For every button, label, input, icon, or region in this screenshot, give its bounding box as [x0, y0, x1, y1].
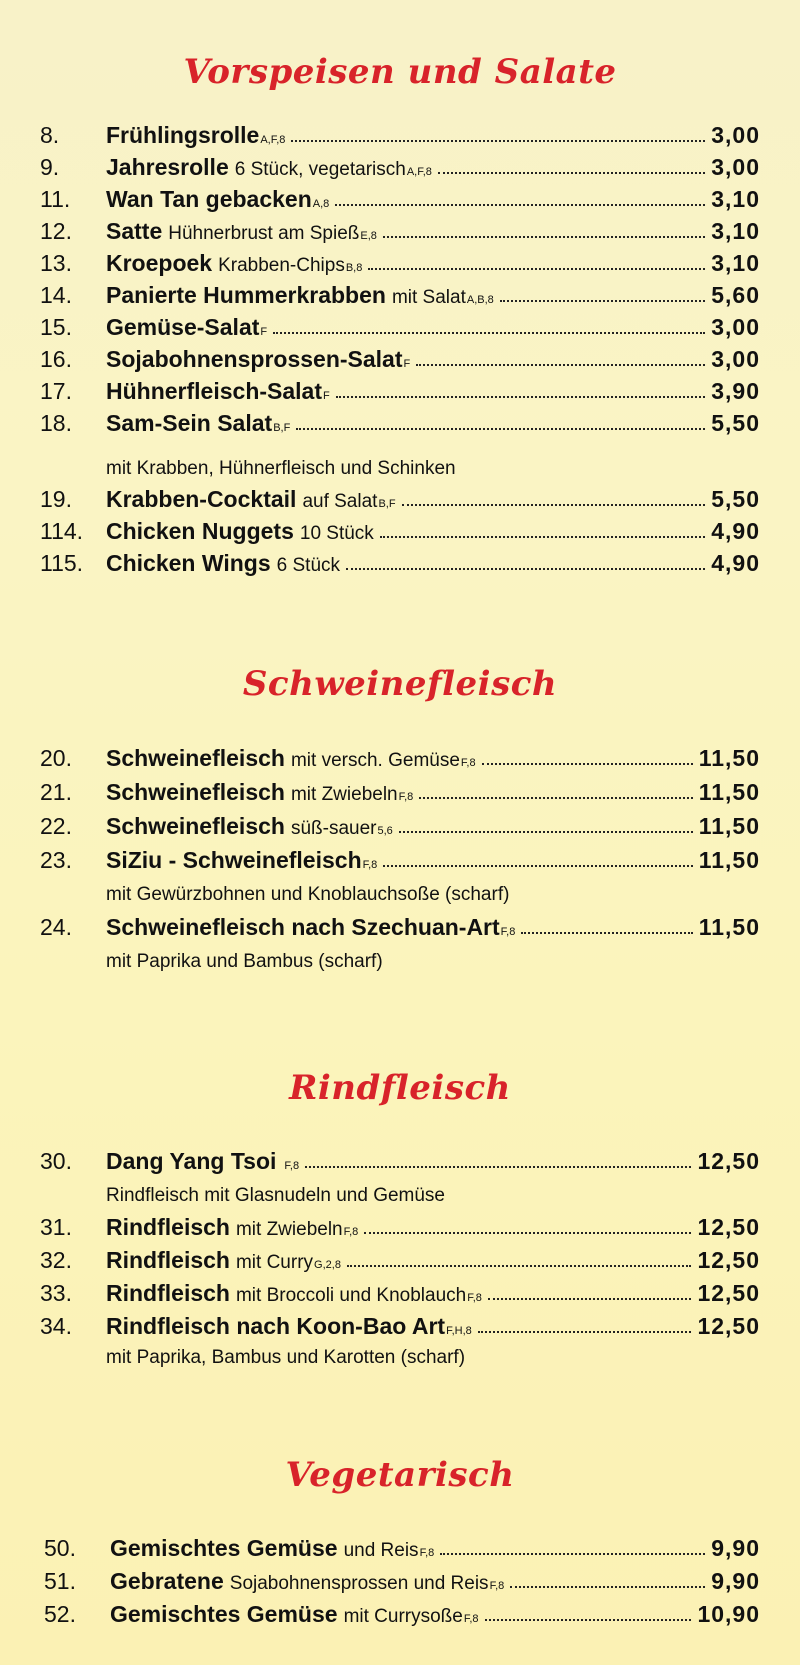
- item-price: 3,00: [711, 154, 760, 180]
- item-name: Gebratene: [110, 1568, 224, 1594]
- item-name: Rindfleisch: [106, 1247, 230, 1273]
- item-number: 15.: [40, 314, 72, 340]
- dot-leader: [380, 536, 705, 538]
- item-subtext: mit Paprika und Bambus (scharf): [106, 951, 383, 972]
- dot-leader: [521, 932, 692, 934]
- item-price: 4,90: [711, 518, 760, 544]
- item-number: 14.: [40, 282, 72, 308]
- item-description: 6 Stück: [276, 555, 341, 576]
- item-subtext: mit Krabben, Hühnerfleisch und Schinken: [106, 458, 456, 479]
- dot-leader: [346, 568, 705, 570]
- item-number: 51.: [44, 1568, 76, 1594]
- item-name: Rindfleisch: [106, 1214, 230, 1240]
- item-number: 12.: [40, 218, 72, 244]
- dot-leader: [305, 1166, 691, 1168]
- menu-item: 34. Rindfleisch nach Koon-Bao Art F,H,8 12,50: [40, 1313, 760, 1339]
- item-price: 5,60: [711, 282, 760, 308]
- menu-item: 33. Rindfleisch mit Broccoli und Knoblauch F,8 12,50: [40, 1280, 760, 1306]
- item-name: Gemischtes Gemüse: [110, 1535, 338, 1561]
- item-number: 52.: [44, 1601, 76, 1627]
- item-description: mit Salat: [391, 287, 466, 308]
- menu-item: 9. Jahresrolle 6 Stück, vegetarisch A,F,8 3,00: [40, 154, 760, 180]
- item-number: 30.: [40, 1148, 72, 1174]
- item-number: 13.: [40, 250, 72, 276]
- menu-item: 20. Schweinefleisch mit versch. Gemüse F,8 11,50: [40, 745, 760, 771]
- menu-item: 32. Rindfleisch mit Curry G,2,8 12,50: [40, 1247, 760, 1273]
- item-price: 5,50: [711, 486, 760, 512]
- item-price: 3,90: [711, 378, 760, 404]
- menu-item: 11. Wan Tan gebacken A,8 3,10: [40, 186, 760, 212]
- item-name: Schweinefleisch: [106, 745, 285, 771]
- item-number: 21.: [40, 779, 72, 805]
- item-price: 11,50: [698, 779, 760, 805]
- dot-leader: [383, 865, 692, 867]
- item-price: 9,90: [711, 1568, 760, 1594]
- item-number: 18.: [40, 410, 72, 436]
- item-number: 8.: [40, 122, 60, 148]
- dot-leader: [482, 763, 693, 765]
- item-name: Schweinefleisch: [106, 813, 285, 839]
- dot-leader: [291, 140, 705, 142]
- section-title-rindfleisch: Rindfleisch: [289, 1068, 511, 1108]
- menu-item: 22. Schweinefleisch süß-sauer 5,6 11,50: [40, 813, 760, 839]
- item-price: 11,50: [698, 813, 760, 839]
- item-number: 22.: [40, 813, 72, 839]
- dot-leader: [419, 797, 692, 799]
- item-description: 6 Stück, vegetarisch: [234, 159, 406, 180]
- dot-leader: [478, 1331, 692, 1333]
- item-number: 31.: [40, 1214, 72, 1240]
- item-price: 12,50: [697, 1247, 760, 1273]
- item-name: Krabben-Cocktail: [106, 486, 297, 512]
- item-name: Gemüse-Salat: [106, 314, 260, 340]
- dot-leader: [402, 504, 706, 506]
- menu-item: 30. Dang Yang Tsoi F,8 12,50: [40, 1148, 760, 1174]
- item-name: Schweinefleisch nach Szechuan-Art: [106, 914, 500, 940]
- menu-item: 21. Schweinefleisch mit Zwiebeln F,8 11,50: [40, 779, 760, 805]
- dot-leader: [273, 332, 705, 334]
- item-number: 33.: [40, 1280, 72, 1306]
- dot-leader: [335, 204, 705, 206]
- item-description: Krabben-Chips: [218, 255, 345, 276]
- dot-leader: [510, 1586, 705, 1588]
- dot-leader: [383, 236, 705, 238]
- item-name: Jahresrolle: [106, 154, 229, 180]
- item-price: 12,50: [697, 1313, 760, 1339]
- item-name: Chicken Nuggets: [106, 518, 294, 544]
- menu-item: [0, 518, 800, 550]
- item-name: Rindfleisch: [106, 1280, 230, 1306]
- item-price: 4,90: [711, 550, 760, 576]
- dot-leader: [440, 1553, 705, 1555]
- item-name: Chicken Wings: [106, 550, 271, 576]
- item-number: 115.: [40, 550, 84, 576]
- dot-leader: [296, 428, 705, 430]
- item-name: Sam-Sein Salat: [106, 410, 273, 436]
- dot-leader: [347, 1265, 692, 1267]
- dot-leader: [336, 396, 706, 398]
- item-name: Schweinefleisch: [106, 779, 285, 805]
- item-price: 11,50: [698, 914, 760, 940]
- item-name: Kroepoek: [106, 250, 213, 276]
- section-title-vegetarisch: Vegetarisch: [285, 1455, 515, 1495]
- item-description: mit Zwiebeln: [235, 1219, 343, 1240]
- item-name: Panierte Hummerkrabben: [106, 282, 386, 308]
- menu-item: 50. Gemischtes Gemüse und Reis F,8 9,90: [44, 1535, 760, 1561]
- menu-item: 8. Frühlingsrolle A,F,8 3,00: [40, 122, 760, 148]
- item-number: 16.: [40, 346, 72, 372]
- dot-leader: [485, 1619, 692, 1621]
- menu-item: 13. Kroepoek Krabben-Chips B,8 3,10: [40, 250, 760, 276]
- item-description: Sojabohnensprossen und Reis: [229, 1573, 489, 1594]
- item-description: Hühnerbrust am Spieß: [168, 223, 360, 244]
- item-number: 19.: [40, 486, 72, 512]
- item-name: Gemischtes Gemüse: [110, 1601, 338, 1627]
- item-description: 10 Stück: [299, 523, 374, 544]
- item-description: mit Broccoli und Knoblauch: [235, 1285, 467, 1306]
- item-price: 3,00: [711, 346, 760, 372]
- item-name: Rindfleisch nach Koon-Bao Art: [106, 1313, 446, 1339]
- item-description: und Reis: [343, 1540, 419, 1561]
- item-price: 3,10: [711, 218, 760, 244]
- item-number: 11.: [40, 186, 71, 212]
- item-number: 34.: [40, 1313, 72, 1339]
- item-name: Sojabohnensprossen-Salat: [106, 346, 403, 372]
- item-name: Wan Tan gebacken: [106, 186, 312, 212]
- menu-item: 31. Rindfleisch mit Zwiebeln F,8 12,50: [40, 1214, 760, 1240]
- item-price: 5,50: [711, 410, 760, 436]
- item-price: 3,00: [711, 314, 760, 340]
- item-number: 24.: [40, 914, 72, 940]
- menu-item: [0, 550, 800, 582]
- section-title-vorspeisen: Vorspeisen und Salate: [183, 52, 617, 92]
- item-description: auf Salat: [302, 491, 378, 512]
- item-price: 12,50: [697, 1148, 760, 1174]
- item-price: 3,00: [711, 122, 760, 148]
- item-number: 23.: [40, 847, 72, 873]
- item-price: 11,50: [698, 745, 760, 771]
- menu-item: 52. Gemischtes Gemüse mit Currysoße F,8 10,90: [44, 1601, 760, 1627]
- item-number: 32.: [40, 1247, 72, 1273]
- dot-leader: [368, 268, 705, 270]
- menu-item: 19. Krabben-Cocktail auf Salat B,F 5,50: [40, 486, 760, 512]
- dot-leader: [399, 831, 693, 833]
- item-subtext: mit Paprika, Bambus und Karotten (scharf): [106, 1347, 466, 1368]
- item-name: SiZiu - Schweinefleisch: [106, 847, 362, 873]
- dot-leader: [416, 364, 705, 366]
- item-number: 9.: [40, 154, 60, 180]
- menu-item: 17. Hühnerfleisch-Salat F 3,90: [40, 378, 760, 404]
- item-name: Satte: [106, 218, 163, 244]
- item-description: süß-sauer: [290, 818, 377, 839]
- menu-item: 15. Gemüse-Salat F 3,00: [40, 314, 760, 340]
- section-title-schweinefleisch: Schweinefleisch: [242, 664, 558, 704]
- item-name: Hühnerfleisch-Salat: [106, 378, 322, 404]
- item-price: 10,90: [697, 1601, 760, 1627]
- item-price: 12,50: [697, 1214, 760, 1240]
- item-description: mit Currysoße: [343, 1606, 463, 1627]
- menu-item: 14. Panierte Hummerkrabben mit Salat A,B,8 5,60: [40, 282, 760, 308]
- menu-item: 24. Schweinefleisch nach Szechuan-Art F,8 11,50: [40, 914, 760, 940]
- item-description: mit Curry: [235, 1252, 314, 1273]
- menu-item: 23. SiZiu - Schweinefleisch F,8 11,50: [40, 847, 760, 873]
- item-description: mit Zwiebeln: [290, 784, 398, 805]
- item-price: 9,90: [711, 1535, 760, 1561]
- item-name: Dang Yang Tsoi: [106, 1148, 277, 1174]
- dot-leader: [364, 1232, 691, 1234]
- item-number: 20.: [40, 745, 72, 771]
- dot-leader: [488, 1298, 692, 1300]
- item-subtext: Rindfleisch mit Glasnudeln und Gemüse: [106, 1185, 446, 1206]
- item-description: mit versch. Gemüse: [290, 750, 460, 771]
- item-price: 12,50: [697, 1280, 760, 1306]
- item-price: 3,10: [711, 186, 760, 212]
- dot-leader: [500, 300, 705, 302]
- item-price: 11,50: [698, 847, 760, 873]
- dot-leader: [438, 172, 705, 174]
- menu-item: 51. Gebratene Sojabohnensprossen und Reis F,8 9,90: [44, 1568, 760, 1594]
- menu-item: 16. Sojabohnensprossen-Salat F 3,00: [40, 346, 760, 372]
- menu-item: 12. Satte Hühnerbrust am Spieß E,8 3,10: [40, 218, 760, 244]
- menu-item: 18. Sam-Sein Salat B,F 5,50: [40, 410, 760, 436]
- item-number: 50.: [44, 1535, 76, 1561]
- item-number: 17.: [40, 378, 72, 404]
- item-price: 3,10: [711, 250, 760, 276]
- item-number: 114.: [40, 518, 84, 544]
- item-name: Frühlingsrolle: [106, 122, 260, 148]
- item-subtext: mit Gewürzbohnen und Knoblauchsoße (scharf): [106, 884, 510, 905]
